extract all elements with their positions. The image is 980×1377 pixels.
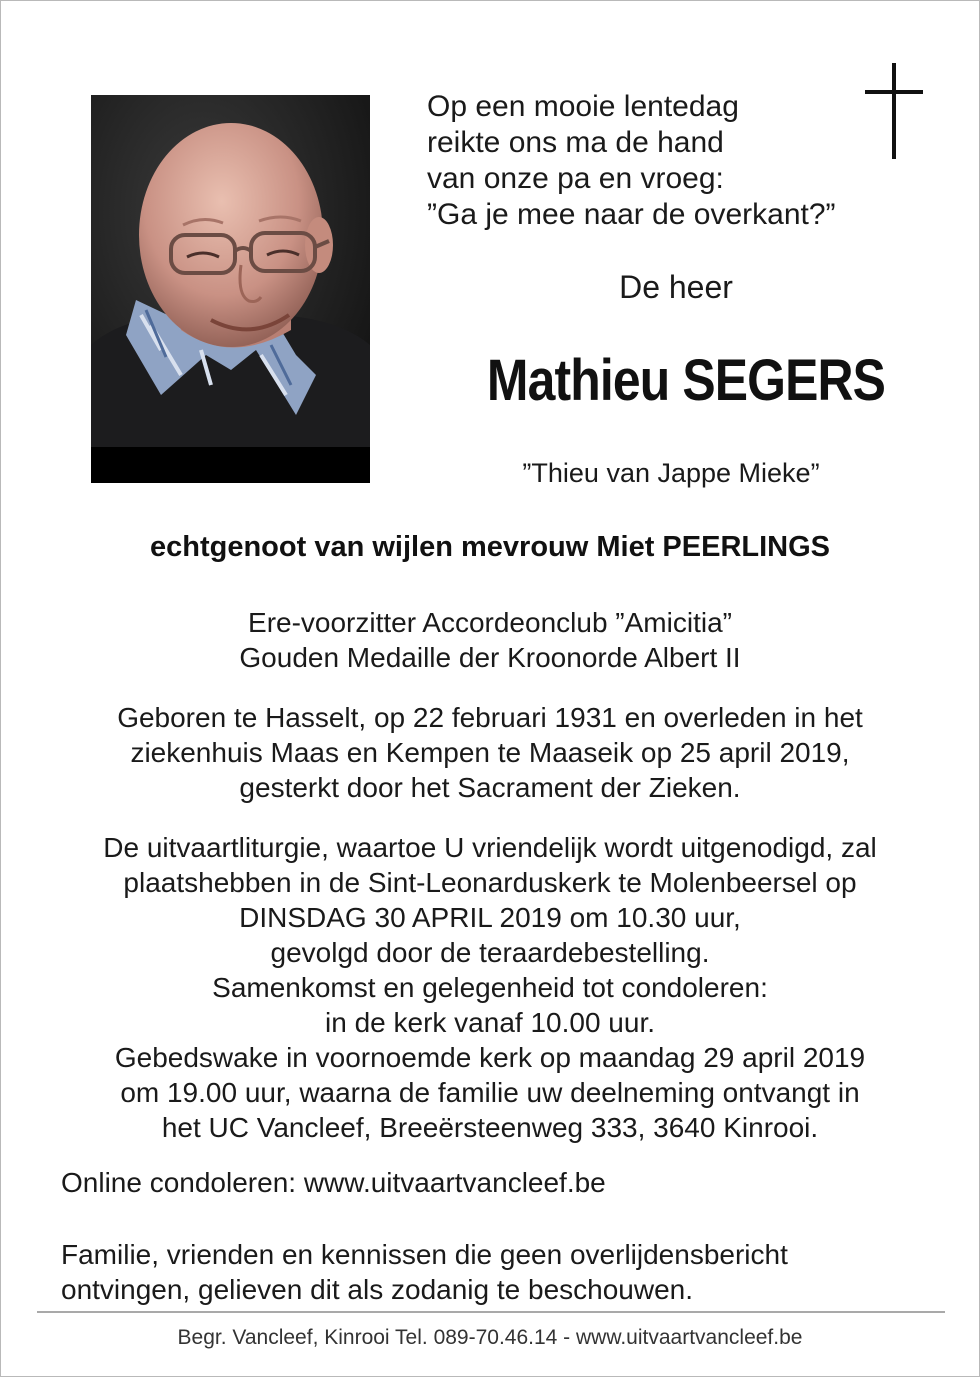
text-line: plaatshebben in de Sint-Leonarduskerk te Molenbeersel op [123, 867, 857, 898]
poem-line: Op een mooie lentedag [427, 90, 739, 123]
text-line: gesterkt door het Sacrament der Zieken. [239, 772, 741, 803]
honor-line: Ere-voorzitter Accordeonclub ”Amicitia” [248, 607, 732, 638]
poem [427, 89, 867, 233]
nickname: ”Thieu van Jappe Mieke” [522, 458, 820, 488]
text-line: Geboren te Hasselt, op 22 februari 1931 en overleden in het [117, 702, 863, 733]
text-line: in de kerk vanaf 10.00 uur. [325, 1007, 655, 1038]
online-condolence: Online condoleren: www.uitvaartvancleef.be [61, 1167, 606, 1198]
birth-death-details [1, 700, 979, 805]
family-notice [61, 1237, 788, 1307]
text-line: ziekenhuis Maas en Kempen te Maaseik op 25 april 2019, [130, 737, 850, 768]
funeral-home-footer: Begr. Vancleef, Kinrooi Tel. 089-70.46.14 - www.uitvaartvancleef.be [177, 1326, 803, 1349]
poem-line: ”Ga je mee naar de overkant?” [427, 198, 836, 231]
poem-line: reikte ons ma de hand [427, 126, 724, 159]
text-line: DINSDAG 30 APRIL 2019 om 10.30 uur, [239, 902, 741, 933]
text-line: Familie, vrienden en kennissen die geen overlijdensbericht [61, 1239, 788, 1270]
honors [1, 605, 979, 675]
footer-divider [37, 1311, 945, 1313]
deceased-name: Mathieu SEGERS [486, 348, 886, 413]
text-line: om 19.00 uur, waarna de familie uw deelneming ontvangt in [120, 1077, 860, 1108]
honor-line: Gouden Medaille der Kroonorde Albert II [239, 642, 741, 673]
text-line: De uitvaartliturgie, waartoe U vriendelijk wordt uitgenodigd, zal [103, 832, 877, 863]
text-line: ontvingen, gelieven dit als zodanig te beschouwen. [61, 1274, 693, 1305]
honorific: De heer [619, 269, 733, 305]
poem-line: van onze pa en vroeg: [427, 162, 724, 195]
portrait-photo [91, 95, 370, 483]
funeral-details [1, 830, 979, 1145]
text-line: het UC Vancleef, Breeërsteenweg 333, 3640 Kinrooi. [161, 1112, 819, 1143]
portrait-photo-icon [91, 95, 370, 483]
cross-icon [865, 63, 923, 159]
text-line: Gebedswake in voornoemde kerk op maandag 29 april 2019 [114, 1042, 866, 1073]
text-line: Samenkomst en gelegenheid tot condoleren: [212, 972, 768, 1003]
spouse-line: echtgenoot van wijlen mevrouw Miet PEERLINGS [150, 531, 830, 563]
text-line: gevolgd door de teraardebestelling. [270, 937, 710, 968]
